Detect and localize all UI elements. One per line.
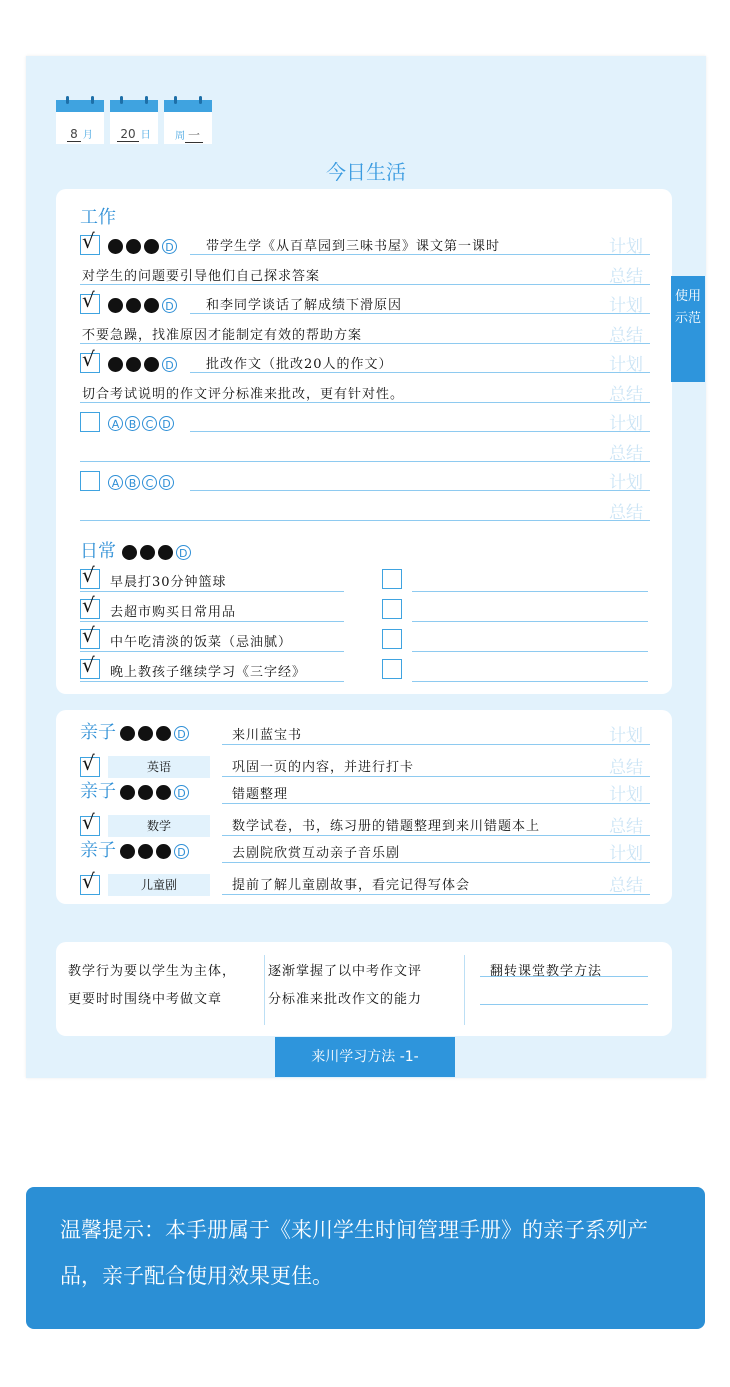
parent-summary-text: 提前了解儿童剧故事，看完记得写体会: [232, 878, 471, 893]
work-summary-text: 对学生的问题要引导他们自己探求答案: [82, 269, 321, 284]
check-mark-icon: √: [82, 347, 95, 371]
month-unit: 月: [82, 130, 93, 141]
parent-title-text: 亲子: [80, 840, 116, 861]
daily-empty-checkbox[interactable]: [382, 569, 402, 589]
daily-empty-checkbox[interactable]: [382, 629, 402, 649]
parent-checkbox[interactable]: [80, 751, 100, 777]
check-mark-icon: √: [82, 288, 95, 312]
column-divider: [464, 955, 465, 1025]
rating-dots: D: [116, 723, 191, 744]
summary-line: [222, 776, 650, 777]
rating-dots: D: [122, 542, 193, 563]
plan-label: 计划: [609, 237, 643, 257]
daily-checkbox[interactable]: [80, 593, 100, 619]
month-value: 8: [67, 127, 81, 142]
subject-tag: 数学: [108, 815, 210, 837]
summary-label: 总结: [609, 326, 643, 346]
check-mark-icon: √: [82, 593, 95, 617]
side-tab-line2: 示范: [674, 311, 701, 326]
summary-line: [80, 343, 650, 344]
daily-line: [80, 621, 344, 622]
check-mark-icon: √: [82, 229, 95, 253]
summary-label: 总结: [609, 267, 643, 287]
summary-label: 总结: [609, 876, 643, 896]
check-mark-icon: √: [82, 653, 95, 677]
check-mark-icon: √: [82, 623, 95, 647]
ability-line-2: 分标准来批改作文的能力: [268, 992, 423, 1007]
column-divider: [264, 955, 265, 1025]
daily-checkbox[interactable]: [80, 623, 100, 649]
daily-line: [412, 651, 648, 652]
rating-dots: D: [108, 295, 179, 314]
daily-item-text: 去超市购买日常用品: [110, 605, 237, 620]
plan-line: [222, 862, 650, 863]
daily-title-text: 日常: [80, 541, 116, 562]
experience-line-2: 更要时时围绕中考做文章: [68, 992, 223, 1007]
summary-line: [80, 402, 650, 403]
plan-label: 计划: [609, 355, 643, 375]
summary-label: 总结: [609, 385, 643, 405]
summary-label: 总结: [609, 758, 643, 778]
ability-line-1: 逐渐掌握了以中考作文评: [268, 964, 423, 979]
plan-line: [190, 490, 650, 491]
work-checkbox[interactable]: [80, 412, 100, 432]
summary-line: [80, 284, 650, 285]
parent-title: [80, 777, 191, 803]
parent-plan-text: 去剧院欣赏互动亲子音乐剧: [232, 846, 401, 861]
parent-title-text: 亲子: [80, 722, 116, 743]
plan-line: [222, 803, 650, 804]
page-title: 今日生活: [326, 160, 406, 184]
plan-label: 计划: [609, 296, 643, 316]
parent-checkbox[interactable]: [80, 810, 100, 836]
summary-line: [80, 520, 650, 521]
plan-label: 计划: [609, 414, 643, 434]
rating-dots: A B C D: [108, 472, 176, 491]
plan-line: [190, 431, 650, 432]
planner-page: [26, 56, 706, 1078]
work-summary-text: 切合考试说明的作文评分标准来批改，更有针对性。: [82, 387, 405, 402]
check-mark-icon: √: [82, 751, 95, 775]
rating-dots: A B C D: [108, 413, 176, 432]
plan-label: 计划: [609, 726, 643, 746]
footer-page-label: 来川学习方法 -1-: [275, 1037, 455, 1077]
rating-dots: D: [108, 236, 179, 255]
daily-line: [80, 591, 344, 592]
plan-label: 计划: [609, 785, 643, 805]
daily-line: [412, 621, 648, 622]
daily-empty-checkbox[interactable]: [382, 659, 402, 679]
daily-line: [412, 591, 648, 592]
week-prefix: 周: [174, 131, 185, 142]
rating-dots: D: [116, 782, 191, 803]
work-plan-text: 带学生学《从百草园到三味书屋》课文第一课时: [206, 239, 501, 254]
daily-line: [80, 681, 344, 682]
plan-line: [190, 372, 650, 373]
plan-line: [222, 744, 650, 745]
day-box: [110, 100, 158, 144]
summary-line: [222, 894, 650, 895]
parent-plan-text: 错题整理: [232, 787, 289, 802]
check-mark-icon: √: [82, 563, 95, 587]
work-checkbox[interactable]: [80, 471, 100, 491]
parent-summary-text: 数学试卷，书，练习册的错题整理到来川错题本上: [232, 819, 541, 834]
parent-plan-text: 来川蓝宝书: [232, 728, 303, 743]
daily-line: [80, 651, 344, 652]
summary-card: [56, 942, 672, 1036]
work-plan-text: 和李同学谈话了解成绩下滑原因: [206, 298, 403, 313]
day-unit: 日: [140, 130, 151, 141]
summary-line: [80, 461, 650, 462]
plan-label: 计划: [609, 473, 643, 493]
parent-summary-text: 巩固一页的内容，并进行打卡: [232, 760, 415, 775]
daily-checkbox[interactable]: [80, 653, 100, 679]
subject-tag: 儿童剧: [108, 874, 210, 896]
daily-line: [412, 681, 648, 682]
day-value: 20: [117, 127, 138, 142]
daily-empty-checkbox[interactable]: [382, 599, 402, 619]
parent-checkbox[interactable]: [80, 869, 100, 895]
experience-line-1: 教学行为要以学生为主体，: [68, 964, 237, 979]
parent-title-text: 亲子: [80, 781, 116, 802]
work-checkbox[interactable]: [80, 288, 100, 314]
method-line: [480, 976, 648, 977]
plan-line: [190, 313, 650, 314]
work-title: 工作: [80, 207, 116, 228]
daily-item-text: 晚上教孩子继续学习《三字经》: [110, 665, 307, 680]
rating-dots: D: [116, 841, 191, 862]
summary-label: 总结: [609, 503, 643, 523]
work-checkbox[interactable]: [80, 229, 100, 255]
work-summary-text: 不要急躁，找准原因才能制定有效的帮助方案: [82, 328, 363, 343]
parent-card: [56, 710, 672, 904]
daily-item-text: 早晨打30分钟篮球: [110, 575, 227, 590]
weekday-value: 一: [185, 128, 203, 143]
daily-item-text: 中午吃清淡的饭菜（忌油腻）: [110, 635, 293, 650]
parent-title: [80, 836, 191, 862]
check-mark-icon: √: [82, 810, 95, 834]
parent-title: [80, 718, 191, 744]
daily-checkbox[interactable]: [80, 563, 100, 589]
check-mark-icon: √: [82, 869, 95, 893]
summary-line: [222, 835, 650, 836]
month-box: [56, 100, 104, 144]
side-tab-line1: 使用: [674, 289, 701, 304]
weekday-box: [164, 100, 212, 144]
rating-dots: D: [108, 354, 179, 373]
method-line: [480, 1004, 648, 1005]
method-line-1: 翻转课堂教学方法: [490, 964, 603, 979]
work-checkbox[interactable]: [80, 347, 100, 373]
tip-banner: 温馨提示：本手册属于《来川学生时间管理手册》的亲子系列产品，亲子配合使用效果更佳。: [26, 1187, 705, 1329]
summary-label: 总结: [609, 817, 643, 837]
subject-tag: 英语: [108, 756, 210, 778]
plan-line: [190, 254, 650, 255]
usage-example-tab[interactable]: [671, 276, 705, 382]
work-plan-text: 批改作文（批改20人的作文）: [206, 357, 393, 372]
plan-label: 计划: [609, 844, 643, 864]
work-daily-card: [56, 189, 672, 694]
daily-title: [80, 537, 193, 563]
summary-label: 总结: [609, 444, 643, 464]
